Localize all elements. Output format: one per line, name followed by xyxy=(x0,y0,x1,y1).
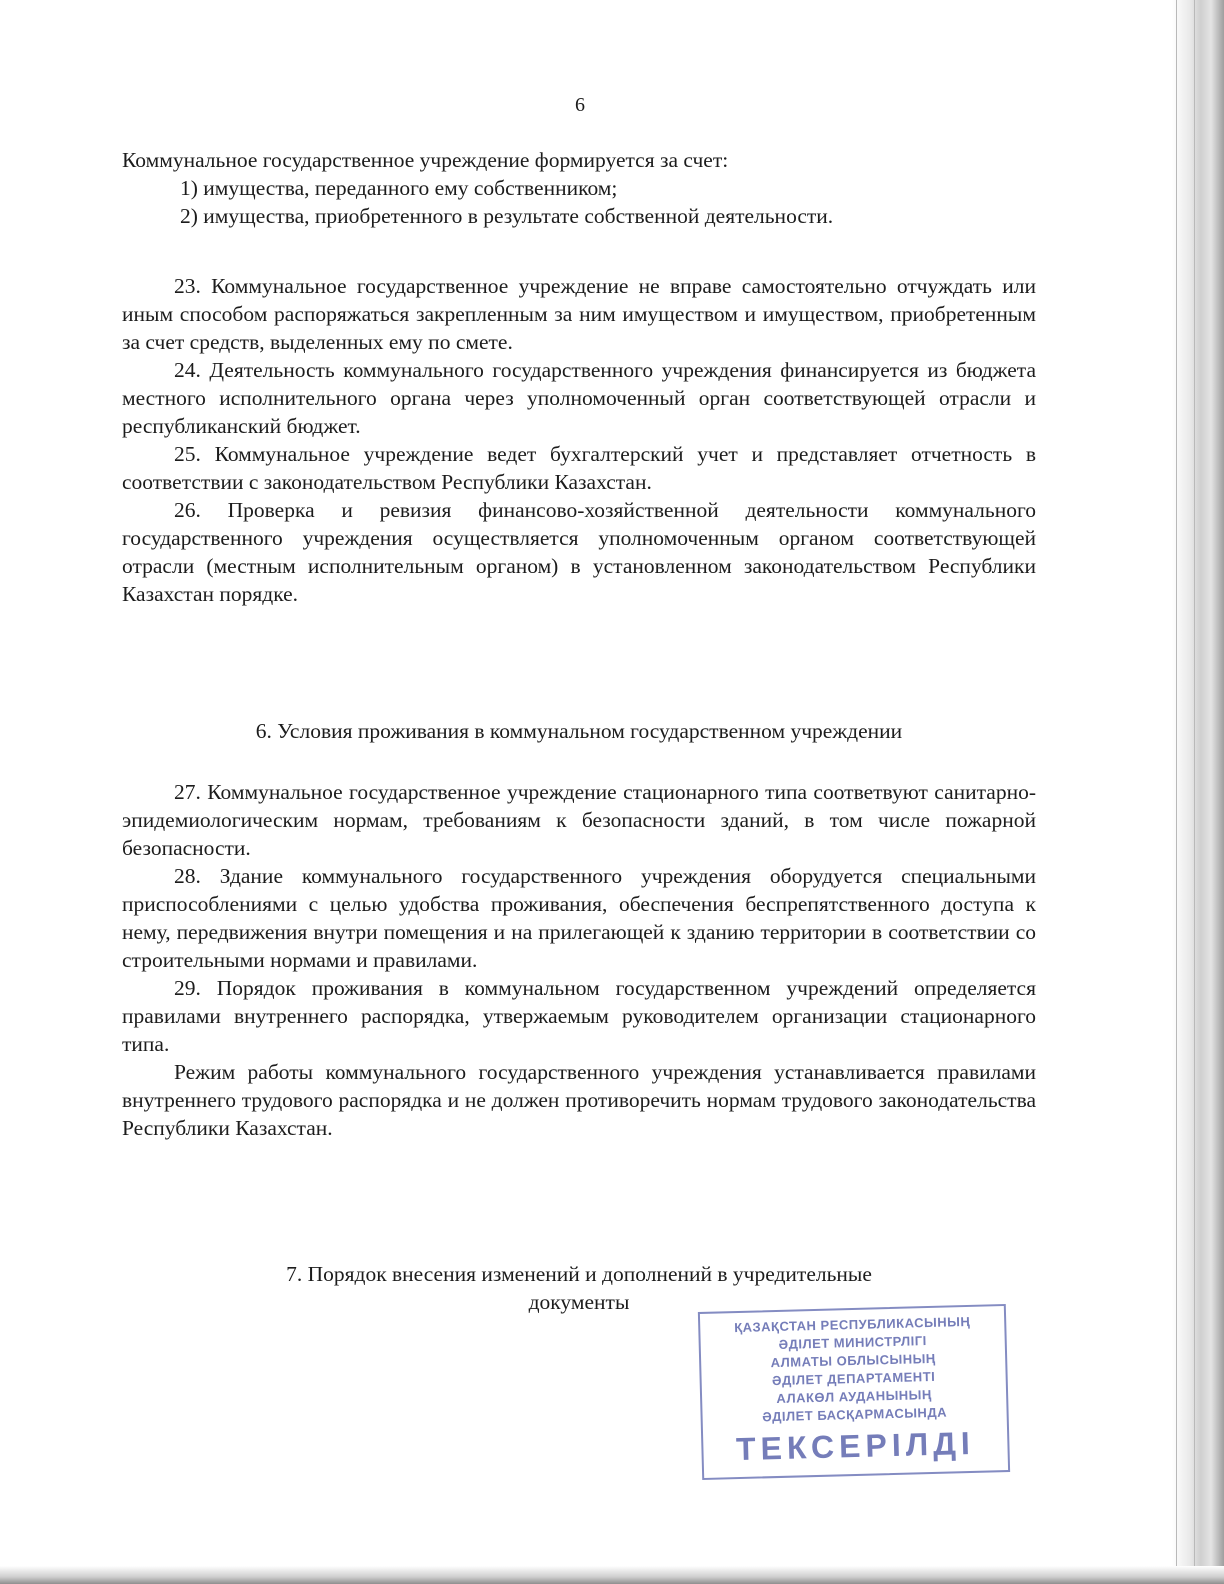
section5-block xyxy=(122,272,1036,608)
stamp-verified-text: ТЕКСЕРІЛДІ xyxy=(735,1424,976,1468)
paragraph-23: 23. Коммунальное государственное учреждение не вправе самостоятельно отчуждать или иным способом распоряжаться закрепленным за ним имуществом и имуществом, приобретенным за счет средств, выделенных ему по смете. xyxy=(122,274,1036,354)
stamp-line: ҚАЗАҚСТАН РЕСПУБЛИКАСЫНЫҢ xyxy=(733,1313,971,1336)
paragraph-26: 26. Проверка и ревизия финансово-хозяйственной деятельности коммунального государственного учреждения осуществляется уполномоченным органом соответствующей отрасли (местным исполнительным органом) в установленном законодательством Республики Казахстан порядке. xyxy=(122,498,1036,606)
official-stamp xyxy=(698,1304,1010,1480)
intro-line: Коммунальное государственное учреждение формируется за счет: xyxy=(122,148,729,172)
page-edge-line xyxy=(1176,0,1177,1584)
stamp-line: ӘДІЛЕТ ДЕПАРТАМЕНТІ xyxy=(771,1368,936,1389)
section7-heading-line: 7. Порядок внесения изменений и дополнений в учредительные xyxy=(286,1262,872,1286)
section6-block xyxy=(122,778,1036,1142)
stamp-line: ӘДІЛЕТ БАСҚАРМАСЫНДА xyxy=(762,1404,948,1425)
paragraph-25: 25. Коммунальное учреждение ведет бухгалтерский учет и представляет отчетность в соответствии с законодательством Республики Казахстан. xyxy=(122,442,1036,494)
paragraph-29: 29. Порядок проживания в коммунальном государственном учреждений определяется правилами внутреннего распорядка, утвержаемым руководителем организации стационарного типа. xyxy=(122,976,1036,1056)
paragraph-28: 28. Здание коммунального государственного учреждения оборудуется специальными приспособлениями с целью удобства проживания, обеспечения беспрепятственного доступа к нему, передвижения внутри помещения и на прилегающей к зданию территории в соответствии со строительными нормами и правилами. xyxy=(122,864,1036,972)
scan-bottom-edge xyxy=(0,1566,1224,1584)
stamp-line: ӘДІЛЕТ МИНИСТРЛІГІ xyxy=(778,1333,927,1352)
paragraph-work-mode: Режим работы коммунального государственного учреждения устанавливается правилами внутреннего трудового распорядка и не должен противоречить нормам трудового законодательства Республики Казахстан. xyxy=(122,1060,1036,1140)
intro-block xyxy=(122,146,1036,230)
section6-heading: 6. Условия проживания в коммунальном государственном учреждении xyxy=(255,719,903,743)
page-edge-line xyxy=(1194,0,1195,1584)
stamp-line: АЛАКӨЛ АУДАНЫНЫҢ xyxy=(776,1386,933,1407)
intro-item: 1) имущества, переданного ему собственником; xyxy=(180,176,618,200)
scan-page-edge xyxy=(1172,0,1224,1584)
section7-heading-line: документы xyxy=(528,1290,630,1314)
page-number: 6 xyxy=(575,94,585,116)
paragraph-24: 24. Деятельность коммунального государственного учреждения финансируется из бюджета местного исполнительного органа через уполномоченный орган соответствующей отрасли и республиканский бюджет. xyxy=(122,358,1036,438)
stamp-line: АЛМАТЫ ОБЛЫСЫНЫҢ xyxy=(770,1350,936,1371)
paragraph-27: 27. Коммунальное государственное учреждение стационарного типа соответвуют санитарно-эпидемиологическим нормам, требованиям к безопасности зданий, в том числе пожарной безопасности. xyxy=(122,780,1036,860)
intro-item: 2) имущества, приобретенного в результате собственной деятельности. xyxy=(180,204,834,228)
